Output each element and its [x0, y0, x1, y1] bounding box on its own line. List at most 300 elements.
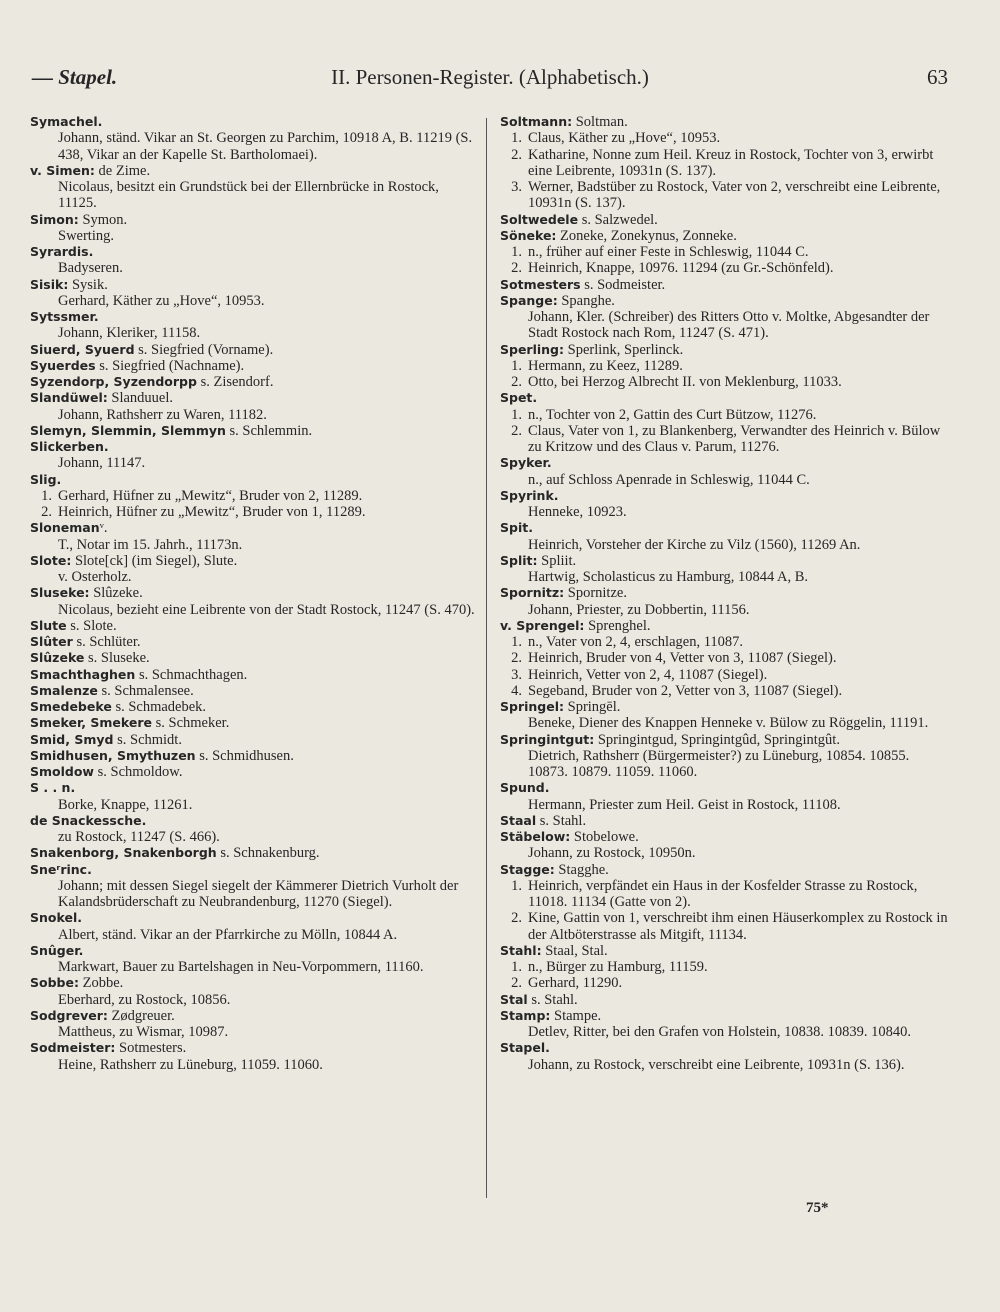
register-entry — [500, 813, 950, 829]
entry-headword: Stahl: — [500, 942, 542, 958]
entry-numbered-item — [30, 488, 478, 504]
register-entry — [500, 114, 950, 212]
entry-headline — [30, 764, 478, 780]
entry-headword: Sytssmer. — [30, 309, 99, 324]
entry-headline — [30, 975, 478, 991]
entry-headword: Sisik: — [30, 276, 69, 292]
entry-headword: Stagge: — [500, 861, 555, 877]
entry-numbered-item — [500, 667, 950, 683]
entry-headword: Sotmesters — [500, 276, 581, 292]
item-text: Heinrich, Knappe, 10976. 11294 (zu Gr.-Schönfeld). — [528, 260, 834, 277]
entry-variants: Slûzeke. — [89, 585, 143, 602]
register-entry — [30, 943, 478, 976]
entry-headword: Staal — [500, 812, 537, 828]
register-entry — [30, 862, 478, 911]
entry-headword: Springintgut: — [500, 731, 595, 747]
entry-text: Gerhard, Käther zu „Hove“, 10953. — [58, 292, 265, 309]
entry-headline — [500, 114, 950, 130]
item-text: Segeband, Bruder von 2, Vetter von 3, 11087 (Siegel). — [528, 682, 843, 699]
register-entry — [30, 423, 478, 439]
entry-variants: s. Stahl. — [527, 991, 578, 1008]
entry-headword: Spit. — [500, 520, 533, 536]
entry-numbered-item — [30, 504, 478, 520]
item-number: 1. — [511, 406, 522, 423]
register-entry — [30, 390, 478, 423]
entry-text: Johann, zu Rostock, 10950n. — [528, 845, 696, 862]
entry-headword: Springel: — [500, 699, 565, 714]
entry-headline — [30, 618, 478, 634]
entry-headline — [500, 829, 950, 845]
entry-headline — [30, 390, 478, 406]
entry-text: Johann, Rathsherr zu Waren, 11182. — [58, 406, 267, 423]
entry-headword: Spyker. — [500, 455, 552, 471]
entry-variants: s. Salzwedel. — [578, 211, 658, 228]
entry-variants: s. Siegfried (Vorname). — [134, 341, 274, 358]
entry-headword: Slûter — [30, 634, 73, 649]
entry-headword: Soltmann: — [500, 114, 573, 129]
item-text: Heinrich, Vetter von 2, 4, 11087 (Siegel). — [528, 666, 768, 683]
entry-variants: s. Sodmeister. — [580, 276, 666, 293]
entry-headword: Slute — [30, 617, 67, 633]
entry-headline — [500, 277, 950, 293]
item-number: 2. — [511, 260, 522, 277]
entry-text: v. Osterholz. — [58, 569, 132, 585]
register-entry — [30, 472, 478, 521]
item-text: Heinrich, verpfändet ein Haus in der Kosfelder Strasse zu Rostock, 11018. 11134 (Gatte von 2). — [528, 877, 918, 910]
entry-headword: Smidhusen, Smythuzen — [30, 747, 196, 763]
entry-headline — [500, 732, 950, 748]
register-entry — [500, 455, 950, 488]
register-entry — [30, 553, 478, 586]
entry-variants: Stobelowe. — [570, 829, 639, 845]
entry-headline — [30, 862, 478, 878]
entry-variants: Springintgud, Springintgûd, Springintgût. — [594, 731, 840, 748]
register-entry — [30, 910, 478, 943]
entry-variants: Slanduuel. — [107, 390, 174, 407]
entry-headline — [30, 748, 478, 764]
entry-headline — [30, 553, 478, 569]
entry-headword: Smalenze — [30, 682, 98, 698]
entry-headword: Slickerben. — [30, 439, 109, 454]
entry-text: Heine, Rathsherr zu Lüneburg, 11059. 11060. — [58, 1056, 323, 1073]
entry-headline — [30, 520, 478, 536]
item-number: 1. — [511, 959, 522, 975]
entry-headline — [30, 667, 478, 683]
entry-text: Hermann, Priester zum Heil. Geist in Rostock, 11108. — [528, 796, 841, 813]
entry-text: zu Rostock, 11247 (S. 466). — [58, 829, 220, 845]
entry-text: Mattheus, zu Wismar, 10987. — [58, 1024, 229, 1040]
entry-headline — [30, 683, 478, 699]
entry-headword: Smedebeke — [30, 699, 112, 714]
entry-headline — [30, 309, 478, 325]
entry-headword: Split: — [500, 552, 538, 568]
sheet-signature: 75* — [806, 1200, 829, 1216]
entry-headword: Stäbelow: — [500, 829, 571, 844]
entry-variants: Soltman. — [572, 114, 628, 130]
entry-variants: s. Siegfried (Nachname). — [95, 357, 245, 374]
entry-variants: Sotmesters. — [115, 1040, 187, 1057]
entry-headword: Spet. — [500, 390, 538, 406]
entry-variants: s. Schmadebek. — [111, 699, 207, 715]
entry-headword: Spyrink. — [500, 487, 559, 503]
item-number: 1. — [511, 244, 522, 260]
entry-headline — [30, 1008, 478, 1024]
entry-text: Badyseren. — [58, 260, 123, 277]
entry-variants: Zødgreuer. — [107, 1007, 175, 1024]
page-header — [32, 62, 948, 92]
item-text: Gerhard, 11290. — [528, 975, 623, 992]
register-entry — [30, 358, 478, 374]
entry-headline — [500, 992, 950, 1008]
entry-headline — [500, 862, 950, 878]
entry-variants: Spliit. — [537, 552, 577, 569]
entry-numbered-item — [500, 423, 950, 456]
entry-variants: s. Schmeker. — [152, 715, 230, 732]
right-column — [500, 114, 950, 1073]
entry-headline — [500, 293, 950, 309]
item-number: 2. — [511, 422, 522, 439]
register-entry — [30, 163, 478, 212]
entry-text: Johann, Priester, zu Dobbertin, 11156. — [528, 601, 750, 618]
item-number: 3. — [511, 666, 522, 683]
register-entry — [30, 1040, 478, 1073]
register-entry — [500, 992, 950, 1008]
item-text: n., Bürger zu Hamburg, 11159. — [528, 959, 708, 975]
running-head-title: II. Personen-Register. (Alphabetisch.) — [331, 65, 649, 89]
entry-headword: Smid, Smyd — [30, 731, 114, 747]
register-entry — [30, 667, 478, 683]
entry-headline — [30, 114, 478, 130]
register-entry — [30, 975, 478, 1008]
entry-variants: Sprenghel. — [584, 617, 651, 634]
running-head-left: — Stapel. — [32, 65, 118, 89]
entry-headline — [30, 699, 478, 715]
entry-text: n., auf Schloss Apenrade in Schleswig, 11044 C. — [528, 471, 810, 488]
entry-numbered-item — [500, 147, 950, 180]
entry-headword: Simon: — [30, 211, 79, 227]
entry-headword: v. Sprengel: — [500, 617, 585, 633]
register-entry — [30, 780, 478, 813]
register-entry — [500, 699, 950, 732]
entry-headline — [30, 358, 478, 374]
entry-headline — [30, 439, 478, 455]
register-entry — [500, 585, 950, 618]
item-text: n., Vater von 2, 4, erschlagen, 11087. — [528, 634, 744, 650]
item-number: 1. — [511, 130, 522, 147]
entry-headword: Soltwedele — [500, 211, 579, 227]
entry-numbered-item — [500, 374, 950, 390]
register-entry — [30, 114, 478, 163]
entry-text: Markwart, Bauer zu Bartelshagen in Neu-Vorpommern, 11160. — [58, 959, 424, 975]
item-number: 2. — [511, 146, 522, 163]
register-entry — [30, 650, 478, 666]
entry-headword: Sodmeister: — [30, 1040, 116, 1056]
entry-variants: Sysik. — [68, 276, 108, 293]
item-number: 2. — [511, 975, 522, 992]
entry-text: Eberhard, zu Rostock, 10856. — [58, 991, 231, 1008]
register-entry — [30, 244, 478, 277]
register-entry — [30, 732, 478, 748]
entry-numbered-item — [500, 244, 950, 260]
entry-headword: Snokel. — [30, 910, 82, 926]
entry-headline — [30, 910, 478, 926]
entry-variants: Zoneke, Zonekynus, Zonneke. — [556, 227, 737, 244]
entry-headline — [500, 943, 950, 959]
entry-headline — [30, 845, 478, 861]
entry-headline — [500, 553, 950, 569]
entry-headline — [500, 520, 950, 536]
register-entry — [30, 683, 478, 699]
entry-variants: Zobbe. — [78, 975, 124, 992]
entry-headword: Smachthaghen — [30, 666, 136, 682]
register-entry — [30, 585, 478, 618]
register-entry — [500, 277, 950, 293]
entry-headword: Slote: — [30, 552, 72, 568]
entry-variants: s. Schmidhusen. — [195, 747, 294, 764]
register-entry — [500, 553, 950, 586]
entry-headline — [30, 585, 478, 601]
entry-headword: Spund. — [500, 780, 550, 796]
entry-text: Albert, ständ. Vikar an der Pfarrkirche zu Mölln, 10844 A. — [58, 926, 398, 943]
entry-headline — [30, 813, 478, 829]
entry-numbered-item — [500, 683, 950, 699]
register-entry — [30, 439, 478, 472]
entry-text: Nicolaus, bezieht eine Leibrente von der Stadt Rostock, 11247 (S. 470). — [58, 601, 475, 618]
entry-text: Johann, Kler. (Schreiber) des Ritters Otto v. Moltke, Abgesandter der Stadt Rostock nach Rom, 11247 (S. 471). — [528, 309, 930, 342]
entry-headline — [30, 163, 478, 179]
entry-headword: Söneke: — [500, 227, 557, 243]
register-entry — [30, 634, 478, 650]
item-number: 2. — [41, 504, 52, 520]
entry-headword: Snûger. — [30, 942, 84, 958]
register-entry — [500, 780, 950, 813]
entry-headline — [30, 943, 478, 959]
entry-variants: s. Sluseke. — [84, 650, 150, 667]
register-entry — [30, 715, 478, 731]
entry-variants: Spanghe. — [557, 292, 615, 309]
item-text: Katharine, Nonne zum Heil. Kreuz in Rostock, Tochter von 3, erwirbt eine Leibrente, 10931n (S. 137). — [528, 146, 934, 179]
register-entry — [30, 212, 478, 245]
entry-variants: Staal, Stal. — [541, 942, 608, 959]
entry-text: Hartwig, Scholasticus zu Hamburg, 10844 A, B. — [528, 569, 809, 585]
entry-numbered-item — [500, 634, 950, 650]
entry-variants: s. Schmoldow. — [93, 764, 183, 780]
entry-variants: s. Zisendorf. — [196, 374, 274, 390]
register-entry — [500, 943, 950, 992]
entry-headline — [500, 1040, 950, 1056]
entry-headline — [500, 228, 950, 244]
register-entry — [500, 862, 950, 943]
entry-variants: Sperlink, Sperlinck. — [564, 341, 684, 358]
entry-headword: Snakenborg, Snakenborgh — [30, 845, 217, 861]
entry-headword: v. Simen: — [30, 162, 95, 178]
item-number: 1. — [511, 357, 522, 374]
entry-headline — [500, 780, 950, 796]
entry-headline — [30, 634, 478, 650]
entry-variants: s. Stahl. — [536, 812, 587, 829]
item-text: Otto, bei Herzog Albrecht II. von Meklenburg, 11033. — [528, 374, 842, 390]
entry-text: Johann, ständ. Vikar an St. Georgen zu Parchim, 10918 A, B. 11219 (S. 438, Vikar an der Kapelle St. Bartholomaei). — [58, 130, 473, 163]
register-entry — [30, 342, 478, 358]
entry-variants: Stagghe. — [554, 861, 609, 878]
entry-headline — [30, 277, 478, 293]
register-entry — [30, 374, 478, 390]
entry-headword: Syzendorp, Syzendorpp — [30, 374, 197, 389]
entry-headword: Sloneman — [30, 520, 100, 536]
entry-text: Heinrich, Vorsteher der Kirche zu Vilz (1560), 11269 An. — [528, 536, 861, 553]
entry-numbered-item — [500, 650, 950, 666]
register-entry — [30, 520, 478, 553]
column-divider — [486, 118, 487, 1198]
entry-headword: Siuerd, Syuerd — [30, 341, 135, 357]
entry-headline — [30, 342, 478, 358]
register-entry — [30, 277, 478, 310]
entry-text: Borke, Knappe, 11261. — [58, 796, 193, 813]
register-entry — [500, 829, 950, 862]
entry-headline — [500, 699, 950, 715]
entry-headline — [500, 342, 950, 358]
entry-headword: Slig. — [30, 471, 62, 487]
entry-headword: Smeker, Smekere — [30, 715, 152, 731]
register-entry — [30, 813, 478, 846]
entry-text: Johann; mit dessen Siegel siegelt der Kämmerer Dietrich Vurholt der Kalandsbrüderschaft zu Neubrandenburg, 11270 (Siegel). — [58, 877, 459, 910]
item-text: n., früher auf einer Feste in Schleswig, 11044 C. — [528, 244, 809, 260]
entry-headline — [500, 455, 950, 471]
entry-variants: s. Schmachthagen. — [135, 666, 248, 683]
entry-headline — [30, 212, 478, 228]
item-text: Claus, Vater von 1, zu Blankenberg, Verwandter des Heinrich v. Bülow zu Kritzow und des Claus v. Parum, 11276. — [528, 422, 941, 455]
entry-variants: Stampe. — [550, 1007, 602, 1024]
entry-text: Detlev, Ritter, bei den Grafen von Holstein, 10838. 10839. 10840. — [528, 1024, 912, 1040]
entry-headword: S . . n. — [30, 780, 76, 796]
item-text: Heinrich, Hüfner zu „Mewitz“, Bruder von 1, 11289. — [58, 504, 366, 520]
entry-text: T., Notar im 15. Jahrh., 11173n. — [58, 536, 243, 553]
entry-headline — [500, 813, 950, 829]
entry-headword: Syrardis. — [30, 244, 94, 259]
item-text: Kine, Gattin von 1, verschreibt ihm einen Häuserkomplex zu Rostock in der Altböterstrasse als Mitgift, 11134. — [528, 910, 948, 943]
entry-variants: s. Schmalensee. — [97, 682, 194, 699]
register-entry — [30, 764, 478, 780]
register-entry — [500, 520, 950, 553]
entry-headline — [500, 585, 950, 601]
register-entry — [500, 732, 950, 781]
entry-headline — [30, 374, 478, 390]
entry-numbered-item — [500, 975, 950, 991]
item-number: 1. — [41, 487, 52, 504]
entry-variants: Slote[ck] (im Siegel), Slute. — [71, 552, 238, 569]
entry-headword: de Snackessche. — [30, 812, 147, 828]
entry-headword: Slandüwel: — [30, 390, 108, 406]
entry-variants: Spornitze. — [564, 585, 627, 602]
register-entry — [500, 293, 950, 342]
entry-headword: Slemyn, Slemmin, Slemmyn — [30, 422, 226, 438]
entry-variants: s. Schnakenburg. — [216, 845, 320, 862]
register-entry — [30, 748, 478, 764]
entry-headline — [30, 1040, 478, 1056]
register-entry — [30, 845, 478, 861]
item-text: Heinrich, Bruder von 4, Vetter von 3, 11087 (Siegel). — [528, 650, 837, 667]
register-entry — [500, 342, 950, 391]
entry-headword: Symachel. — [30, 114, 103, 129]
register-entry — [500, 1040, 950, 1073]
entry-variants: Springēl. — [564, 699, 621, 715]
register-entry — [30, 618, 478, 634]
entry-numbered-item — [500, 959, 950, 975]
entry-numbered-item — [500, 358, 950, 374]
entry-headline — [30, 472, 478, 488]
item-text: n., Tochter von 2, Gattin des Curt Bützow, 11276. — [528, 406, 817, 423]
entry-headword: Smoldow — [30, 764, 94, 779]
entry-numbered-item — [500, 878, 950, 911]
entry-variants: s. Schlüter. — [72, 634, 141, 650]
item-text: Hermann, zu Keez, 11289. — [528, 357, 683, 374]
item-text: Claus, Käther zu „Hove“, 10953. — [528, 130, 721, 147]
entry-headline — [30, 244, 478, 260]
register-entry — [500, 488, 950, 521]
item-number: 2. — [511, 650, 522, 667]
entry-numbered-item — [500, 130, 950, 146]
entry-numbered-item — [500, 407, 950, 423]
entry-text: Henneke, 10923. — [528, 504, 627, 520]
register-entry — [500, 212, 950, 228]
entry-variants: s. Slote. — [66, 617, 117, 634]
entry-text: Johann, Kleriker, 11158. — [58, 325, 201, 342]
entry-headword: Sneʳrinc. — [30, 861, 92, 877]
item-number: 4. — [511, 682, 522, 699]
entry-headword: Sodgrever: — [30, 1007, 108, 1023]
register-entry — [500, 390, 950, 455]
entry-headline — [30, 732, 478, 748]
item-number: 2. — [511, 910, 522, 927]
entry-numbered-item — [500, 910, 950, 943]
entry-headline — [30, 650, 478, 666]
register-entry — [500, 228, 950, 277]
entry-headline — [500, 212, 950, 228]
entry-variants: ᵛ. — [99, 520, 108, 537]
entry-headline — [500, 1008, 950, 1024]
item-number: 1. — [511, 877, 522, 894]
left-column — [30, 114, 478, 1073]
entry-headword: Stapel. — [500, 1040, 550, 1056]
item-text: Gerhard, Hüfner zu „Mewitz“, Bruder von 2, 11289. — [58, 487, 363, 504]
entry-variants: Symon. — [78, 211, 128, 228]
entry-headword: Stamp: — [500, 1007, 551, 1023]
entry-text: Johann, zu Rostock, verschreibt eine Leibrente, 10931n (S. 136). — [528, 1056, 905, 1073]
entry-text: Nicolaus, besitzt ein Grundstück bei der Ellernbrücke in Rostock, 11125. — [58, 179, 439, 212]
register-entry — [500, 1008, 950, 1041]
page-number: 63 — [927, 65, 948, 89]
entry-text: Dietrich, Rathsherr (Bürgermeister?) zu Lüneburg, 10854. 10855. 10873. 10879. 11059. 11060. — [528, 747, 910, 780]
entry-headline — [500, 390, 950, 406]
item-number: 3. — [511, 179, 522, 195]
entry-text: Swerting. — [58, 227, 114, 244]
entry-headword: Stal — [500, 991, 528, 1007]
item-text: Werner, Badstüber zu Rostock, Vater von 2, verschreibt eine Leibrente, 10931n (S. 137). — [528, 179, 941, 212]
entry-headline — [500, 618, 950, 634]
entry-headline — [500, 488, 950, 504]
entry-headword: Slûzeke — [30, 650, 85, 666]
entry-headline — [30, 715, 478, 731]
entry-headword: Spange: — [500, 292, 558, 308]
item-number: 1. — [511, 634, 522, 650]
entry-text: Johann, 11147. — [58, 455, 146, 472]
entry-headword: Sobbe: — [30, 975, 79, 991]
register-entry — [30, 1008, 478, 1041]
entry-variants: s. Schmidt. — [113, 731, 182, 748]
entry-headline — [30, 423, 478, 439]
entry-headline — [30, 780, 478, 796]
entry-headword: Sluseke: — [30, 585, 90, 601]
